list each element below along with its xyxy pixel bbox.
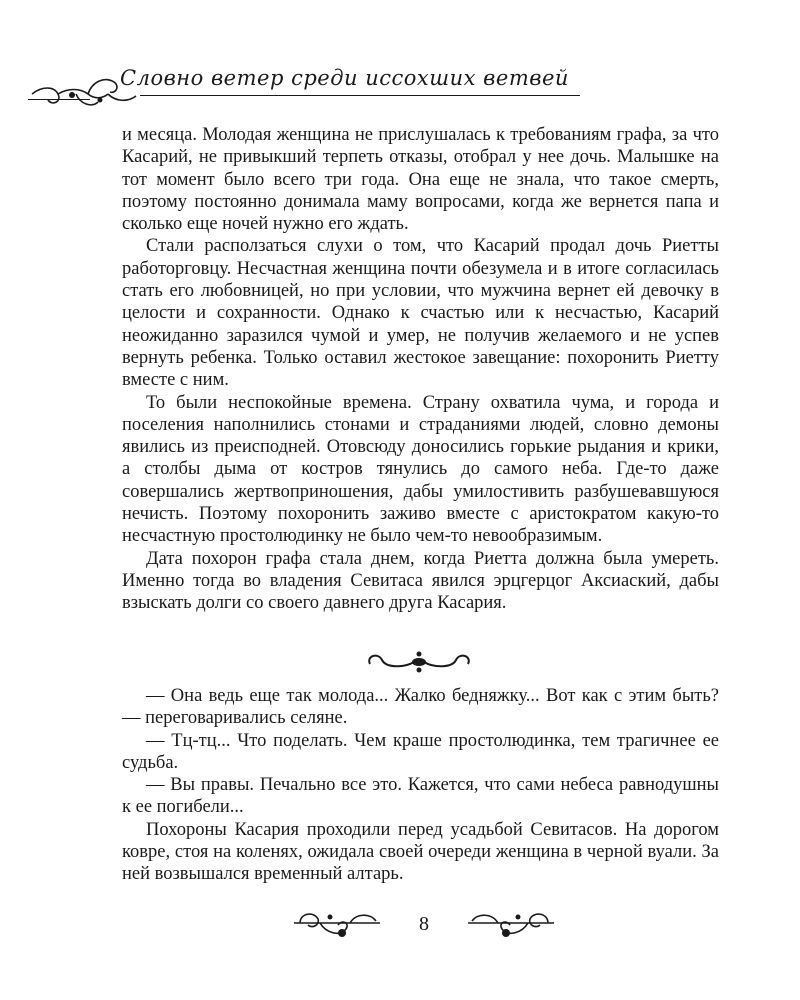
paragraph: Похороны Касария проходили перед усадьбой Севитасов. На дорогом ковре, стоя на коленях, ожидала своей очереди женщина в черной вуали. За ней возвышался временный алтарь. <box>122 819 719 885</box>
paragraph: — Вы правы. Печально все это. Кажется, что сами небеса равнодушны к ее погибели... <box>122 775 719 818</box>
body-text-top <box>122 124 719 615</box>
paragraph: и месяца. Молодая женщина не прислушалась к требованиям графа, за что Касарий, не привыкший терпеть отказы, отобрал у нее дочь. Малышке на тот момент было всего три года. Она еще не знала, что такое смерть, поэтому постоянно донимала маму вопросами, когда же вернется папа и сколько еще ночей нужно его ждать. <box>122 125 719 235</box>
page-number: 8 <box>419 913 429 935</box>
page-footer <box>290 905 560 945</box>
running-header <box>28 58 588 118</box>
footer-flourish-icon <box>462 907 558 943</box>
paragraph: — Она ведь еще так молода... Жалко бедняжку... Вот как с этим быть? — переговаривались селяне. <box>122 686 719 729</box>
paragraph: Дата похорон графа стала днем, когда Риетта должна была умереть. Именно тогда во владения Севитаса явился эрцгерцог Аксиаский, дабы взыскать долги со своего давнего друга Касария. <box>122 548 719 614</box>
paragraph: То были неспокойные времена. Страну охватила чума, и города и поселения наполнились стонами и страданиями людей, словно демоны явились из преисподней. Отовсюду доносились горькие рыдания и крики, а столбы дыма от костров тянулись до самого неба. Где-то даже совершались жертвоприношения, дабы умилостивить разбушевавшуюся нечисть. Поэтому похоронить заживо вместе с аристократом какую-то несчастную простолюдинку не было чем-то невообразимым. <box>122 392 719 547</box>
header-rule <box>140 95 580 96</box>
running-title: Словно ветер среди иссохших ветвей <box>120 66 569 90</box>
paragraph: — Тц-тц... Что поделать. Чем краше простолюдинка, тем трагичнее ее судьба. <box>122 730 719 773</box>
section-divider-flourish-icon <box>364 646 474 678</box>
footer-flourish-icon <box>290 907 386 943</box>
body-text-bottom <box>122 685 719 886</box>
header-rule-left <box>28 99 90 100</box>
paragraph: Стали расползаться слухи о том, что Касарий продал дочь Риетты работорговцу. Несчастная женщина почти обезумела и в итоге согласилась стать его любовницей, но при условии, что мужчина вернет ей девочку в целости и сохранности. Однако к счастью или к несчастью, Касарий неожиданно заразился чумой и умер, не получив желаемого и не успев вернуть ребенка. Только оставил жестокое завещание: похоронить Риетту вместе с ним. <box>122 236 719 391</box>
